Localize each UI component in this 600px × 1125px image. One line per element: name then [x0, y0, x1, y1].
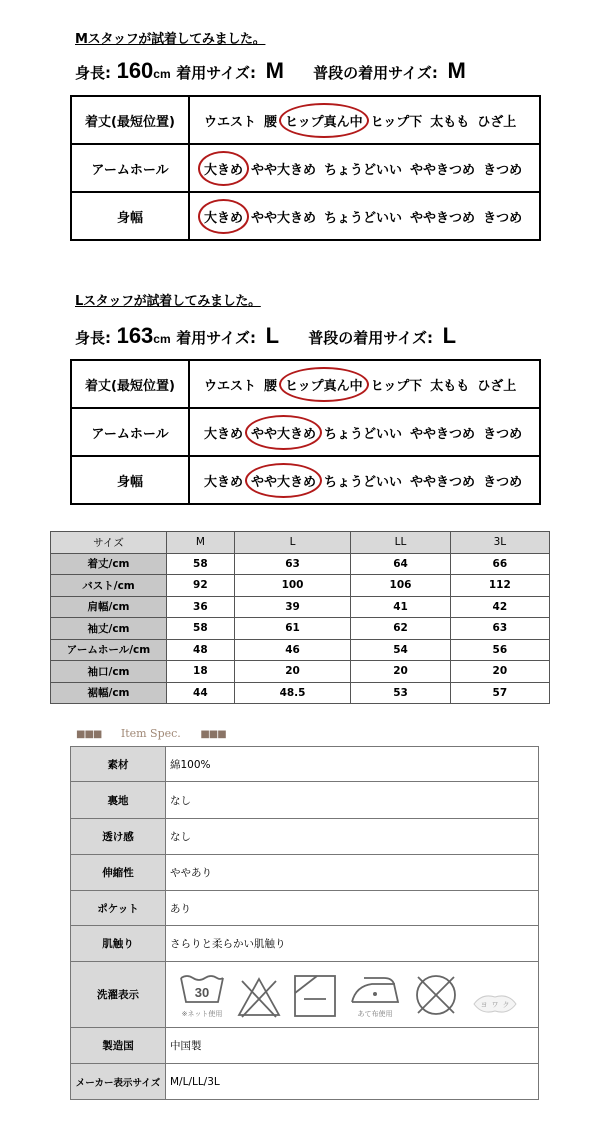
fit-option: ひざ上: [477, 378, 517, 394]
spec-value: ややあり: [166, 855, 539, 891]
fit-option: 太もも: [430, 114, 470, 130]
size-cell: 62: [351, 618, 450, 640]
usual-size-label: 普段の着用サイズ:: [308, 329, 434, 347]
size-cell: 58: [167, 618, 235, 640]
spec-value: あり: [166, 891, 539, 926]
wash-caption: ※ネット使用: [181, 1009, 223, 1018]
size-cell: 20: [234, 661, 351, 683]
spec-row: [71, 926, 539, 962]
size-row: [51, 575, 550, 597]
size-cell: 57: [450, 682, 549, 704]
size-cell: 20: [351, 661, 450, 683]
size-cell: 112: [450, 575, 549, 597]
size-cell: 58: [167, 553, 235, 575]
svg-text:ク: ク: [502, 1000, 510, 1009]
fit-options: [189, 144, 540, 192]
spec-value: 中国製: [166, 1028, 539, 1064]
spec-row: [71, 747, 539, 782]
wear-size: L: [265, 323, 280, 348]
wear-size: M: [265, 58, 284, 83]
size-cell: 92: [167, 575, 235, 597]
size-row-label: 袖口/cm: [51, 661, 167, 683]
wash-icon: [178, 972, 226, 1019]
fit-option-selected: やや大きめ: [251, 471, 316, 490]
fit-option: やや大きめ: [251, 210, 317, 226]
header-squares-left: ■■■: [76, 729, 102, 740]
usual-size: M: [447, 58, 466, 83]
size-cell: 41: [351, 596, 450, 618]
spec-key: 洗濯表示: [71, 962, 166, 1028]
size-row: [51, 682, 550, 704]
fit-option-selected: 大きめ: [204, 159, 243, 178]
fit-option-selected: 大きめ: [204, 207, 243, 226]
spec-row: [71, 891, 539, 926]
fit-option: きつめ: [483, 162, 523, 178]
size-row-label: 裾幅/cm: [51, 682, 167, 704]
size-cell: 18: [167, 661, 235, 683]
spec-key: 肌触り: [71, 926, 166, 962]
size-row: [51, 618, 550, 640]
spec-row: [71, 962, 539, 1028]
size-cell: 56: [450, 639, 549, 661]
fit-options: [189, 96, 540, 144]
fit-option: 大きめ: [204, 474, 244, 490]
size-row: [51, 596, 550, 618]
no-bleach-icon: [236, 975, 282, 1019]
fit-row: [71, 360, 540, 408]
size-cell: 39: [234, 596, 351, 618]
fit-option-selected: やや大きめ: [251, 423, 316, 442]
fit-row-label: 着丈(最短位置): [71, 96, 189, 144]
fit-option: 太もも: [430, 378, 470, 394]
size-row-label: 袖丈/cm: [51, 618, 167, 640]
l-staff-title: Lスタッフが試着してみました。: [75, 294, 261, 309]
fit-row: [71, 144, 540, 192]
spec-key: メーカー表示サイズ: [71, 1064, 166, 1100]
fit-option: 腰: [264, 378, 278, 394]
size-cell: 48.5: [234, 682, 351, 704]
fit-option: きつめ: [483, 426, 523, 442]
fit-option: ウエスト: [204, 378, 257, 394]
size-header-cell: サイズ: [51, 532, 167, 554]
dry-flat-icon: [292, 973, 338, 1019]
height-value: 163: [116, 323, 154, 348]
iron-caption: あて布使用: [357, 1009, 393, 1018]
fit-option: ヒップ下: [370, 114, 423, 130]
spec-key: 素材: [71, 747, 166, 782]
fit-option: ちょうどいい: [324, 426, 403, 442]
spec-value: M/L/LL/3L: [166, 1064, 539, 1100]
fit-row-label: 身幅: [71, 192, 189, 240]
fit-option: ちょうどいい: [324, 210, 403, 226]
size-cell: 54: [351, 639, 450, 661]
fit-row-label: アームホール: [71, 144, 189, 192]
care-icons: [170, 971, 538, 1019]
size-cell: 106: [351, 575, 450, 597]
fit-option: 大きめ: [204, 426, 244, 442]
fit-option: ややきつめ: [410, 162, 476, 178]
l-fit-table: [70, 359, 541, 505]
wear-size-label: 着用サイズ:: [176, 329, 257, 347]
size-cell: 66: [450, 553, 549, 575]
spec-key: 製造国: [71, 1028, 166, 1064]
fit-option-selected: ヒップ真ん中: [285, 111, 363, 130]
spec-key: 伸縮性: [71, 855, 166, 891]
fit-option: ややきつめ: [410, 426, 476, 442]
spec-key: 透け感: [71, 819, 166, 855]
size-row: [51, 639, 550, 661]
fit-option: 腰: [264, 114, 278, 130]
size-header-cell: 3L: [450, 532, 549, 554]
fit-row: [71, 192, 540, 240]
svg-text:30: 30: [194, 984, 210, 1000]
spec-value: さらりと柔らかい肌触り: [166, 926, 539, 962]
spec-value: [166, 962, 539, 1028]
size-cell: 44: [167, 682, 235, 704]
fit-option: ややきつめ: [410, 210, 476, 226]
header-squares-right: ■■■: [200, 729, 226, 740]
m-staff-title: Mスタッフが試着してみました。: [75, 32, 266, 47]
height-label: 身長:: [75, 64, 111, 82]
no-dryclean-icon: [412, 971, 460, 1019]
fit-options: [189, 408, 540, 456]
spec-value: なし: [166, 782, 539, 819]
size-cell: 63: [234, 553, 351, 575]
fit-option: ちょうどいい: [324, 162, 403, 178]
spec-value: 綿100%: [166, 747, 539, 782]
size-row-label: アームホール/cm: [51, 639, 167, 661]
size-cell: 42: [450, 596, 549, 618]
spec-row: [71, 819, 539, 855]
fit-options: [189, 192, 540, 240]
size-header-cell: M: [167, 532, 235, 554]
item-spec-header: [76, 727, 226, 740]
svg-text:ワ: ワ: [491, 1000, 499, 1009]
fit-option-selected: ヒップ真ん中: [285, 375, 363, 394]
height-label: 身長:: [75, 329, 111, 347]
size-row: [51, 553, 550, 575]
size-cell: 36: [167, 596, 235, 618]
fit-option: ヒップ下: [370, 378, 423, 394]
fit-row: [71, 456, 540, 504]
spec-row: [71, 1064, 539, 1100]
fit-options: [189, 360, 540, 408]
fit-row-label: 身幅: [71, 456, 189, 504]
spec-key: 裏地: [71, 782, 166, 819]
svg-text:ヨ: ヨ: [480, 1000, 488, 1009]
m-staff-measurements: [75, 58, 466, 84]
fit-option: ややきつめ: [410, 474, 476, 490]
size-cell: 100: [234, 575, 351, 597]
spec-row: [71, 782, 539, 819]
spec-table: [70, 746, 539, 1100]
wear-size-label: 着用サイズ:: [176, 64, 257, 82]
fit-option: ちょうどいい: [324, 474, 403, 490]
item-spec-title: Item Spec.: [120, 727, 181, 740]
size-header-cell: L: [234, 532, 351, 554]
size-row-label: バスト/cm: [51, 575, 167, 597]
fit-options: [189, 456, 540, 504]
spec-row: [71, 855, 539, 891]
size-cell: 63: [450, 618, 549, 640]
size-row-label: 肩幅/cm: [51, 596, 167, 618]
spec-key: ポケット: [71, 891, 166, 926]
iron-icon: [348, 972, 402, 1019]
size-cell: 61: [234, 618, 351, 640]
height-unit: cm: [153, 332, 171, 346]
spec-row: [71, 1028, 539, 1064]
size-cell: 46: [234, 639, 351, 661]
fit-row: [71, 408, 540, 456]
size-cell: 53: [351, 682, 450, 704]
fit-row: [71, 96, 540, 144]
fit-option: きつめ: [483, 210, 523, 226]
size-row-label: 着丈/cm: [51, 553, 167, 575]
fit-option: きつめ: [483, 474, 523, 490]
m-fit-table: [70, 95, 541, 241]
fit-option: やや大きめ: [251, 162, 317, 178]
fit-row-label: アームホール: [71, 408, 189, 456]
spec-value: なし: [166, 819, 539, 855]
size-header-cell: LL: [351, 532, 450, 554]
size-cell: 20: [450, 661, 549, 683]
fit-row-label: 着丈(最短位置): [71, 360, 189, 408]
usual-size-label: 普段の着用サイズ:: [313, 64, 438, 82]
size-cell: 48: [167, 639, 235, 661]
fit-option: ウエスト: [204, 114, 257, 130]
l-staff-measurements: [75, 323, 456, 349]
dry-tag-icon: [470, 989, 520, 1019]
usual-size: L: [442, 323, 457, 348]
size-row: [51, 661, 550, 683]
height-value: 160: [116, 58, 154, 83]
height-unit: cm: [153, 67, 171, 81]
size-table: [50, 531, 550, 704]
size-cell: 64: [351, 553, 450, 575]
fit-option: ひざ上: [477, 114, 517, 130]
size-header-row: [51, 532, 550, 554]
